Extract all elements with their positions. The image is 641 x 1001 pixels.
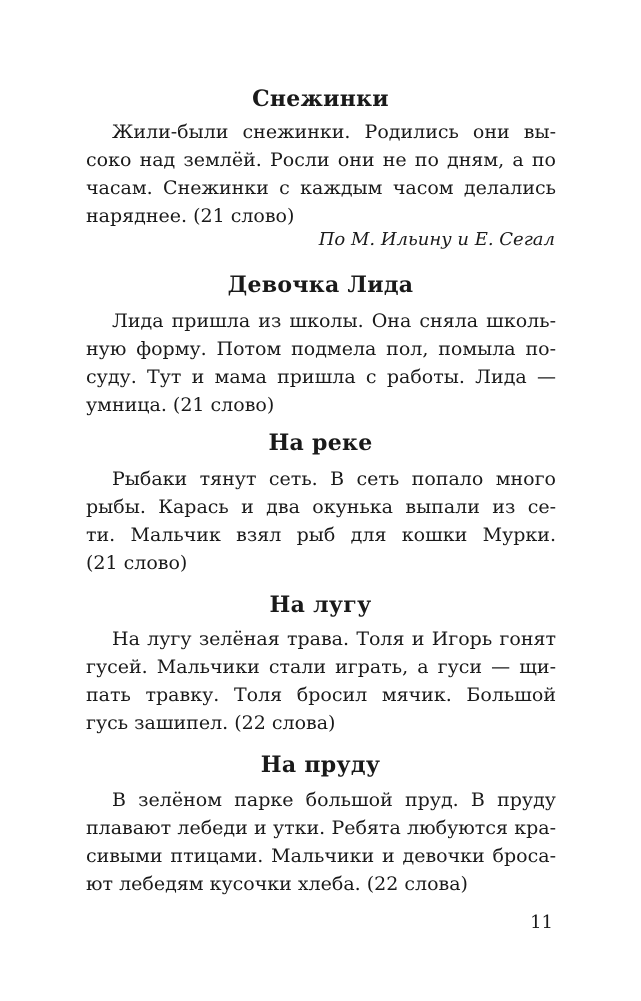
story-title-na-lugu: На лугу bbox=[269, 592, 372, 618]
story-2-line-1: Лида пришла из школы. Она сняла школь- bbox=[112, 310, 556, 332]
story-2-line-2: ную форму. Потом подмела пол, помыла по- bbox=[86, 338, 556, 360]
story-5-line-1: В зелёном парке большой пруд. В пруду bbox=[112, 789, 556, 811]
story-5-line-4: ют лебедям кусочки хлеба. (22 слова) bbox=[86, 873, 468, 895]
story-4-line-4: гусь зашипел. (22 слова) bbox=[86, 712, 336, 734]
story-4-line-3: пать травку. Толя бросил мячик. Большой bbox=[86, 684, 556, 706]
story-1-line-1: Жили-были снежинки. Родились они вы- bbox=[112, 121, 556, 143]
story-1-line-2: соко над землёй. Росли они не по дням, а по bbox=[86, 149, 556, 171]
story-4-line-1: На лугу зелёная трава. Толя и Игорь гонят bbox=[112, 628, 556, 650]
story-2-line-4: умница. (21 слово) bbox=[86, 394, 275, 416]
story-title-na-reke: На реке bbox=[268, 430, 373, 456]
story-title-snezhinki: Снежинки bbox=[252, 86, 389, 112]
story-1-line-4: наряднее. (21 слово) bbox=[86, 205, 295, 227]
story-5-line-2: плавают лебеди и утки. Ребята любуются кра- bbox=[86, 817, 556, 839]
story-5-line-3: сивыми птицами. Мальчики и девочки броса- bbox=[86, 845, 556, 867]
story-4-line-2: гусей. Мальчики стали играть, а гуси — щи- bbox=[86, 656, 556, 678]
page-number: 11 bbox=[530, 912, 553, 933]
story-title-devochka-lida: Девочка Лида bbox=[227, 272, 414, 298]
story-3-line-3: ти. Мальчик взял рыб для кошки Мурки. bbox=[86, 524, 556, 546]
story-1-line-3: часам. Снежинки с каждым часом делались bbox=[86, 177, 556, 199]
story-3-line-4: (21 слово) bbox=[86, 552, 188, 574]
story-2-line-3: суду. Тут и мама пришла с работы. Лида — bbox=[86, 366, 556, 388]
story-3-line-2: рыбы. Карась и два окунька выпали из се- bbox=[86, 496, 556, 518]
story-title-na-prudu: На пруду bbox=[260, 752, 381, 778]
story-3-line-1: Рыбаки тянут сеть. В сеть попало много bbox=[112, 468, 556, 490]
story-1-attribution: По М. Ильину и Е. Сегал bbox=[318, 229, 555, 250]
